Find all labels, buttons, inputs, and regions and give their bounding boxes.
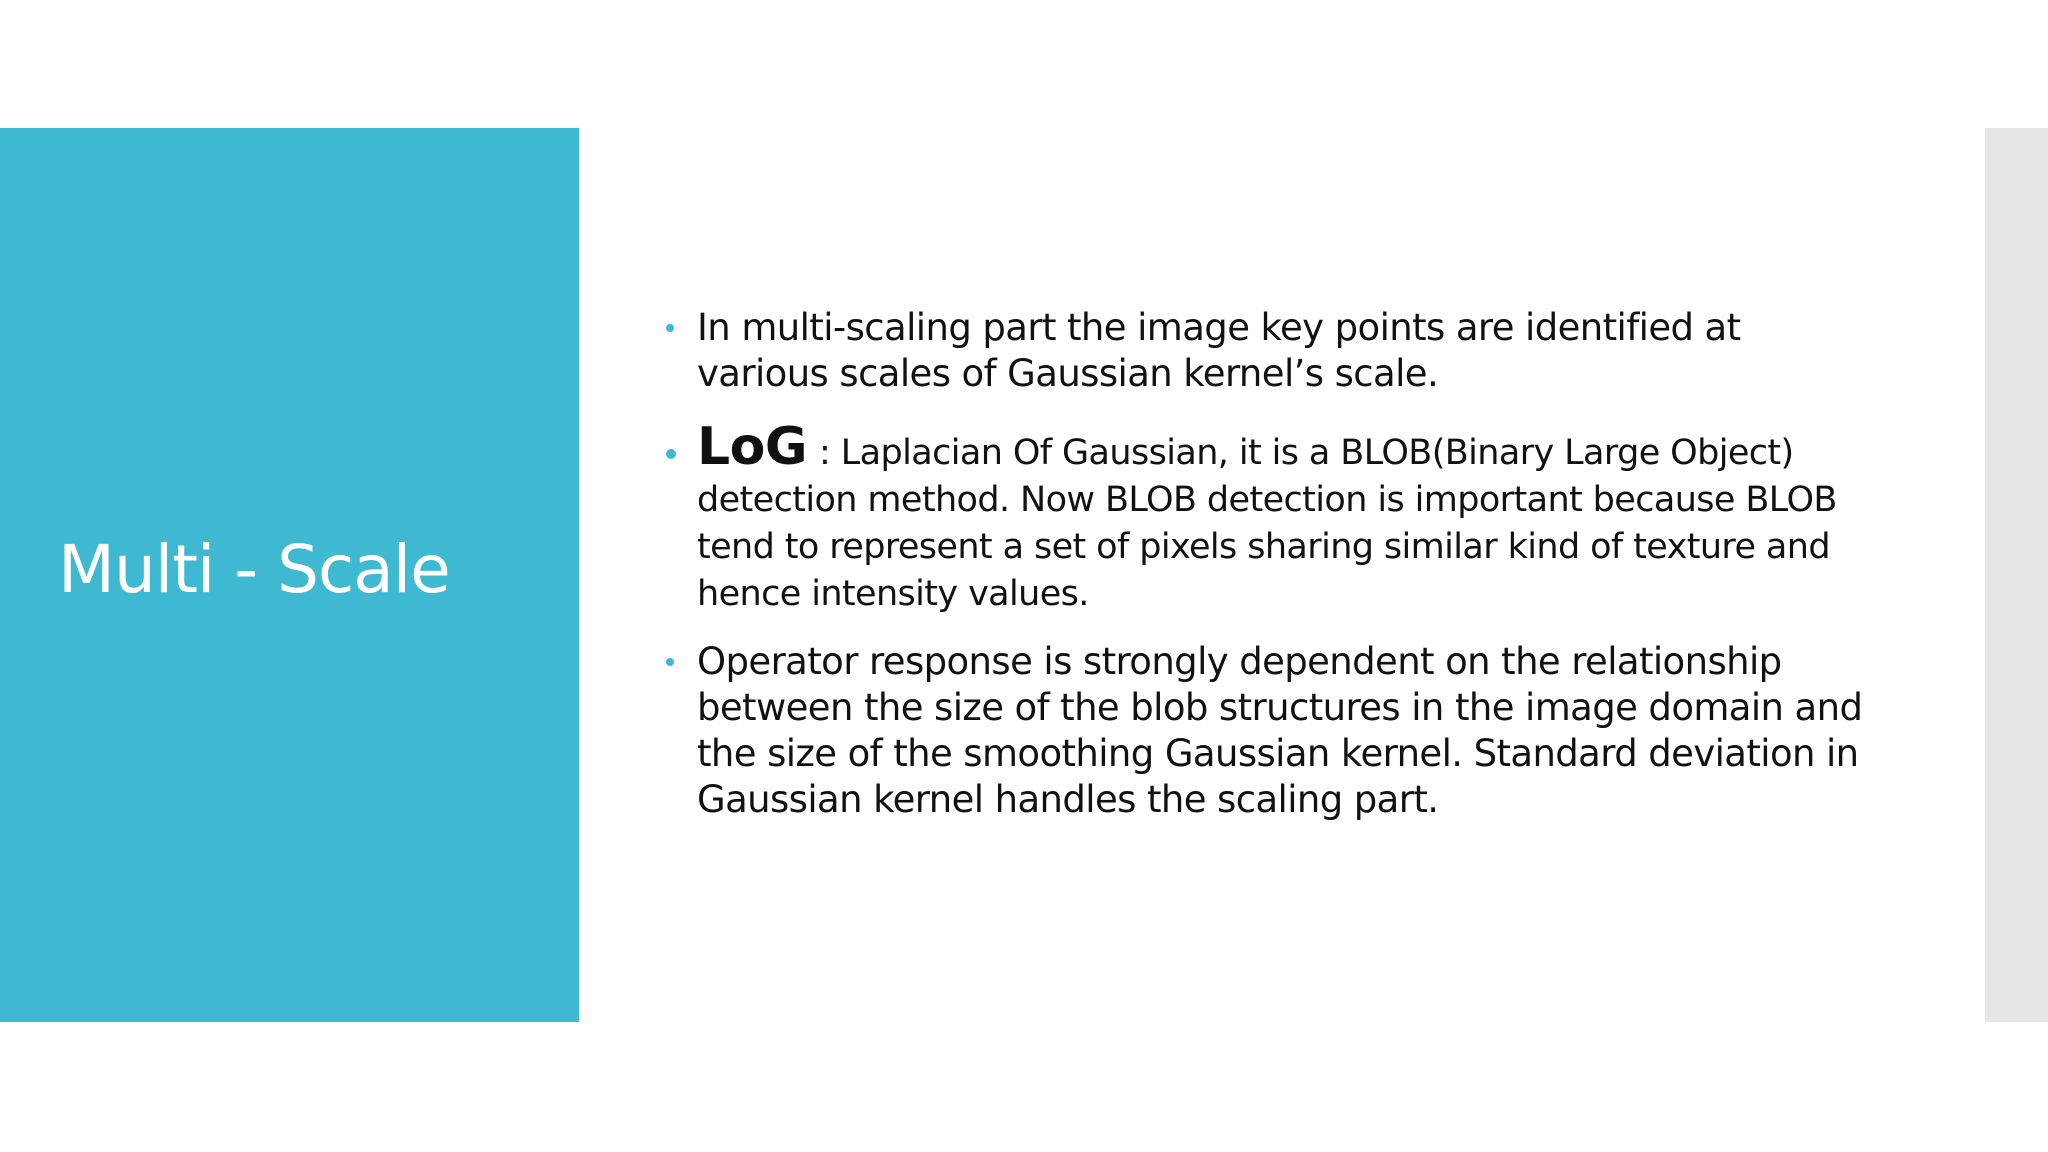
bullet-item-log [660,419,1865,617]
slide-title: Multi - Scale [58,531,450,608]
bullet-item-operator-response [660,639,1865,823]
bullet-dot-icon [666,658,674,666]
side-strip [1985,128,2048,1022]
bullet-list [660,305,1865,845]
bullet-text: Operator response is strongly dependent on the relationship between the size of the blob structures in the image domain and the size of the smoothing Gaussian kernel. Standard deviation in Gaussian kernel handles the scaling part. [697,640,1863,821]
bullet-text: In multi-scaling part the image key points are identified at various scales of Gaussian kernel’s scale. [697,306,1741,395]
bullet-term: LoG [697,417,808,477]
bullet-dot-icon [666,449,676,459]
bullet-dot-icon [666,324,674,332]
bullet-text: : Laplacian Of Gaussian, it is a BLOB(Binary Large Object) detection method. Now BLOB detection is important because BLOB tend to represent a set of pixels sharing similar kind of texture and hence intensity values. [697,433,1837,614]
bullet-item-multi-scaling [660,305,1865,397]
